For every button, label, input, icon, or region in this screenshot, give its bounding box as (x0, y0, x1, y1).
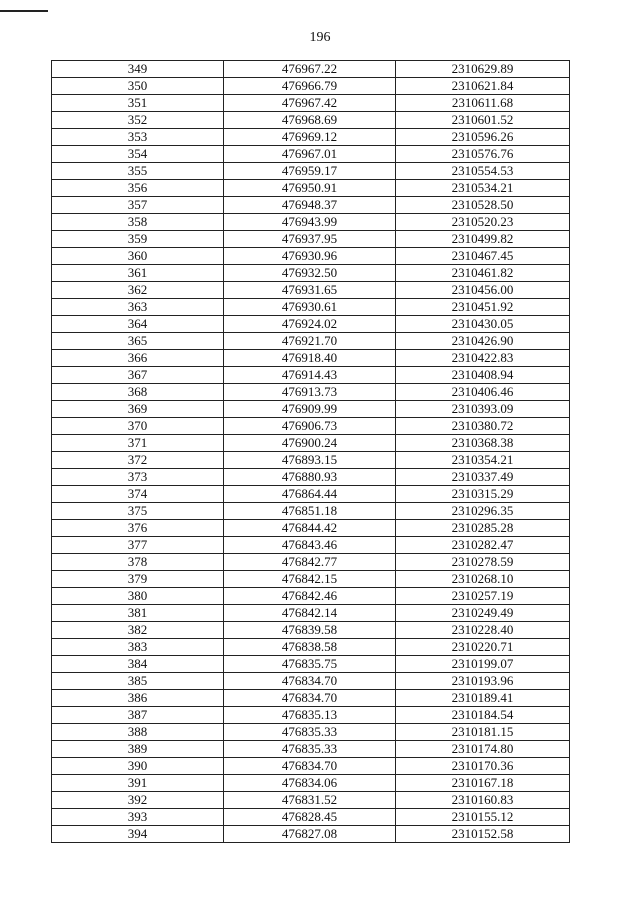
y-coordinate-cell: 2310456.00 (396, 282, 570, 299)
x-coordinate-cell: 476835.13 (224, 707, 396, 724)
table-row (52, 333, 570, 350)
x-coordinate-cell: 476838.58 (224, 639, 396, 656)
y-coordinate-cell: 2310167.18 (396, 775, 570, 792)
point-number-cell: 361 (52, 265, 224, 282)
y-coordinate-cell: 2310499.82 (396, 231, 570, 248)
point-number-cell: 377 (52, 537, 224, 554)
table-row (52, 622, 570, 639)
x-coordinate-cell: 476967.42 (224, 95, 396, 112)
point-number-cell: 371 (52, 435, 224, 452)
y-coordinate-cell: 2310337.49 (396, 469, 570, 486)
x-coordinate-cell: 476834.06 (224, 775, 396, 792)
table-row (52, 741, 570, 758)
point-number-cell: 352 (52, 112, 224, 129)
point-number-cell: 392 (52, 792, 224, 809)
table-row (52, 248, 570, 265)
point-number-cell: 393 (52, 809, 224, 826)
x-coordinate-cell: 476967.01 (224, 146, 396, 163)
x-coordinate-cell: 476828.45 (224, 809, 396, 826)
point-number-cell: 388 (52, 724, 224, 741)
y-coordinate-cell: 2310220.71 (396, 639, 570, 656)
table-row (52, 95, 570, 112)
y-coordinate-cell: 2310601.52 (396, 112, 570, 129)
point-number-cell: 350 (52, 78, 224, 95)
x-coordinate-cell: 476959.17 (224, 163, 396, 180)
x-coordinate-cell: 476844.42 (224, 520, 396, 537)
point-number-cell: 353 (52, 129, 224, 146)
y-coordinate-cell: 2310408.94 (396, 367, 570, 384)
table-row (52, 452, 570, 469)
point-number-cell: 378 (52, 554, 224, 571)
y-coordinate-cell: 2310174.80 (396, 741, 570, 758)
x-coordinate-cell: 476943.99 (224, 214, 396, 231)
x-coordinate-cell: 476839.58 (224, 622, 396, 639)
x-coordinate-cell: 476909.99 (224, 401, 396, 418)
table-row (52, 299, 570, 316)
x-coordinate-cell: 476835.33 (224, 741, 396, 758)
table-row (52, 792, 570, 809)
table-row (52, 418, 570, 435)
point-number-cell: 389 (52, 741, 224, 758)
point-number-cell: 387 (52, 707, 224, 724)
x-coordinate-cell: 476918.40 (224, 350, 396, 367)
point-number-cell: 349 (52, 61, 224, 78)
point-number-cell: 354 (52, 146, 224, 163)
table-row (52, 367, 570, 384)
x-coordinate-cell: 476842.77 (224, 554, 396, 571)
point-number-cell: 367 (52, 367, 224, 384)
table-row (52, 724, 570, 741)
point-number-cell: 364 (52, 316, 224, 333)
y-coordinate-cell: 2310354.21 (396, 452, 570, 469)
y-coordinate-cell: 2310406.46 (396, 384, 570, 401)
point-number-cell: 358 (52, 214, 224, 231)
coordinate-table-body (52, 61, 570, 843)
table-row (52, 112, 570, 129)
scan-corner-mark (0, 10, 48, 12)
point-number-cell: 351 (52, 95, 224, 112)
table-row (52, 520, 570, 537)
x-coordinate-cell: 476893.15 (224, 452, 396, 469)
y-coordinate-cell: 2310249.49 (396, 605, 570, 622)
y-coordinate-cell: 2310430.05 (396, 316, 570, 333)
table-row (52, 384, 570, 401)
table-row (52, 690, 570, 707)
x-coordinate-cell: 476843.46 (224, 537, 396, 554)
point-number-cell: 362 (52, 282, 224, 299)
x-coordinate-cell: 476906.73 (224, 418, 396, 435)
x-coordinate-cell: 476831.52 (224, 792, 396, 809)
page-number: 196 (309, 30, 331, 45)
point-number-cell: 384 (52, 656, 224, 673)
y-coordinate-cell: 2310611.68 (396, 95, 570, 112)
point-number-cell: 369 (52, 401, 224, 418)
x-coordinate-cell: 476924.02 (224, 316, 396, 333)
table-row (52, 231, 570, 248)
x-coordinate-cell: 476835.33 (224, 724, 396, 741)
x-coordinate-cell: 476842.46 (224, 588, 396, 605)
table-row (52, 656, 570, 673)
y-coordinate-cell: 2310296.35 (396, 503, 570, 520)
point-number-cell: 359 (52, 231, 224, 248)
y-coordinate-cell: 2310181.15 (396, 724, 570, 741)
x-coordinate-cell: 476880.93 (224, 469, 396, 486)
y-coordinate-cell: 2310621.84 (396, 78, 570, 95)
y-coordinate-cell: 2310257.19 (396, 588, 570, 605)
point-number-cell: 368 (52, 384, 224, 401)
table-row (52, 639, 570, 656)
point-number-cell: 394 (52, 826, 224, 843)
table-row (52, 61, 570, 78)
y-coordinate-cell: 2310528.50 (396, 197, 570, 214)
point-number-cell: 355 (52, 163, 224, 180)
table-row (52, 197, 570, 214)
point-number-cell: 375 (52, 503, 224, 520)
y-coordinate-cell: 2310380.72 (396, 418, 570, 435)
x-coordinate-cell: 476932.50 (224, 265, 396, 282)
point-number-cell: 386 (52, 690, 224, 707)
y-coordinate-cell: 2310554.53 (396, 163, 570, 180)
table-row (52, 401, 570, 418)
x-coordinate-cell: 476930.61 (224, 299, 396, 316)
table-row (52, 129, 570, 146)
x-coordinate-cell: 476968.69 (224, 112, 396, 129)
point-number-cell: 360 (52, 248, 224, 265)
x-coordinate-cell: 476842.15 (224, 571, 396, 588)
table-row (52, 316, 570, 333)
y-coordinate-cell: 2310520.23 (396, 214, 570, 231)
y-coordinate-cell: 2310155.12 (396, 809, 570, 826)
y-coordinate-cell: 2310228.40 (396, 622, 570, 639)
point-number-cell: 372 (52, 452, 224, 469)
y-coordinate-cell: 2310422.83 (396, 350, 570, 367)
x-coordinate-cell: 476966.79 (224, 78, 396, 95)
coordinate-table (51, 60, 570, 843)
table-row (52, 605, 570, 622)
table-row (52, 469, 570, 486)
point-number-cell: 382 (52, 622, 224, 639)
table-row (52, 435, 570, 452)
point-number-cell: 356 (52, 180, 224, 197)
x-coordinate-cell: 476842.14 (224, 605, 396, 622)
y-coordinate-cell: 2310393.09 (396, 401, 570, 418)
x-coordinate-cell: 476948.37 (224, 197, 396, 214)
point-number-cell: 366 (52, 350, 224, 367)
table-row (52, 265, 570, 282)
y-coordinate-cell: 2310282.47 (396, 537, 570, 554)
table-row (52, 826, 570, 843)
y-coordinate-cell: 2310193.96 (396, 673, 570, 690)
y-coordinate-cell: 2310426.90 (396, 333, 570, 350)
x-coordinate-cell: 476864.44 (224, 486, 396, 503)
point-number-cell: 383 (52, 639, 224, 656)
y-coordinate-cell: 2310285.28 (396, 520, 570, 537)
point-number-cell: 380 (52, 588, 224, 605)
table-row (52, 163, 570, 180)
x-coordinate-cell: 476913.73 (224, 384, 396, 401)
x-coordinate-cell: 476834.70 (224, 758, 396, 775)
table-row (52, 214, 570, 231)
table-row (52, 503, 570, 520)
x-coordinate-cell: 476931.65 (224, 282, 396, 299)
y-coordinate-cell: 2310576.76 (396, 146, 570, 163)
point-number-cell: 370 (52, 418, 224, 435)
point-number-cell: 381 (52, 605, 224, 622)
y-coordinate-cell: 2310278.59 (396, 554, 570, 571)
point-number-cell: 374 (52, 486, 224, 503)
table-row (52, 809, 570, 826)
table-row (52, 588, 570, 605)
point-number-cell: 391 (52, 775, 224, 792)
x-coordinate-cell: 476900.24 (224, 435, 396, 452)
table-row (52, 571, 570, 588)
x-coordinate-cell: 476827.08 (224, 826, 396, 843)
y-coordinate-cell: 2310152.58 (396, 826, 570, 843)
table-row (52, 707, 570, 724)
x-coordinate-cell: 476969.12 (224, 129, 396, 146)
x-coordinate-cell: 476937.95 (224, 231, 396, 248)
table-row (52, 775, 570, 792)
point-number-cell: 363 (52, 299, 224, 316)
table-row (52, 537, 570, 554)
x-coordinate-cell: 476967.22 (224, 61, 396, 78)
point-number-cell: 385 (52, 673, 224, 690)
table-row (52, 282, 570, 299)
x-coordinate-cell: 476914.43 (224, 367, 396, 384)
x-coordinate-cell: 476851.18 (224, 503, 396, 520)
point-number-cell: 373 (52, 469, 224, 486)
y-coordinate-cell: 2310451.92 (396, 299, 570, 316)
table-row (52, 554, 570, 571)
y-coordinate-cell: 2310189.41 (396, 690, 570, 707)
x-coordinate-cell: 476950.91 (224, 180, 396, 197)
y-coordinate-cell: 2310268.10 (396, 571, 570, 588)
x-coordinate-cell: 476835.75 (224, 656, 396, 673)
point-number-cell: 365 (52, 333, 224, 350)
y-coordinate-cell: 2310184.54 (396, 707, 570, 724)
x-coordinate-cell: 476921.70 (224, 333, 396, 350)
table-row (52, 758, 570, 775)
point-number-cell: 379 (52, 571, 224, 588)
point-number-cell: 390 (52, 758, 224, 775)
x-coordinate-cell: 476834.70 (224, 690, 396, 707)
point-number-cell: 357 (52, 197, 224, 214)
y-coordinate-cell: 2310596.26 (396, 129, 570, 146)
table-row (52, 486, 570, 503)
point-number-cell: 376 (52, 520, 224, 537)
table-row (52, 673, 570, 690)
y-coordinate-cell: 2310467.45 (396, 248, 570, 265)
x-coordinate-cell: 476834.70 (224, 673, 396, 690)
table-row (52, 146, 570, 163)
y-coordinate-cell: 2310315.29 (396, 486, 570, 503)
table-row (52, 180, 570, 197)
y-coordinate-cell: 2310170.36 (396, 758, 570, 775)
y-coordinate-cell: 2310160.83 (396, 792, 570, 809)
y-coordinate-cell: 2310199.07 (396, 656, 570, 673)
y-coordinate-cell: 2310534.21 (396, 180, 570, 197)
table-row (52, 78, 570, 95)
y-coordinate-cell: 2310629.89 (396, 61, 570, 78)
y-coordinate-cell: 2310461.82 (396, 265, 570, 282)
y-coordinate-cell: 2310368.38 (396, 435, 570, 452)
x-coordinate-cell: 476930.96 (224, 248, 396, 265)
table-row (52, 350, 570, 367)
